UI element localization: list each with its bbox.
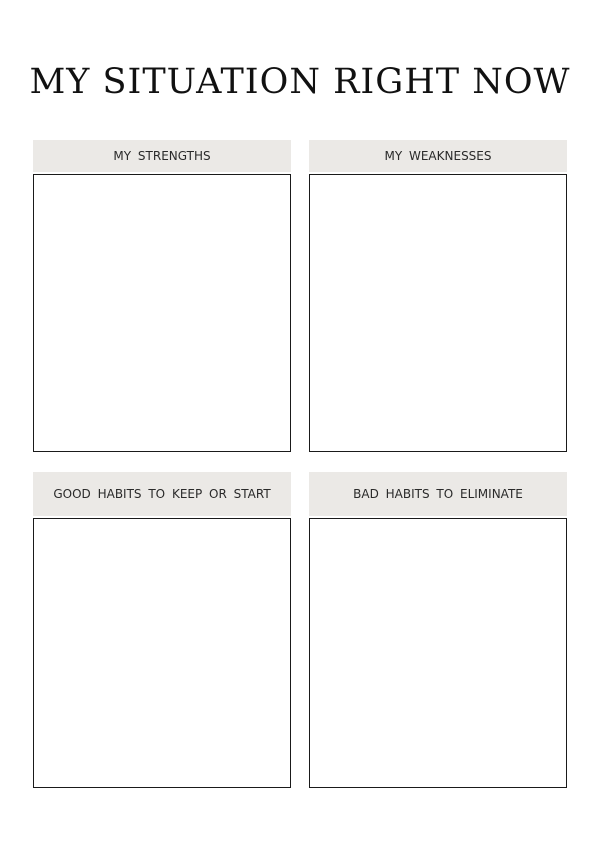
section-header-good-habits: GOOD HABITS TO KEEP OR START xyxy=(33,472,291,516)
page-title: MY SITUATION RIGHT NOW xyxy=(29,62,571,102)
section-header-weaknesses: MY WEAKNESSES xyxy=(309,140,567,172)
weaknesses-writing-box[interactable] xyxy=(309,174,567,452)
section-strengths xyxy=(33,140,291,452)
good-habits-writing-box[interactable] xyxy=(33,518,291,788)
section-header-strengths: MY STRENGTHS xyxy=(33,140,291,172)
strengths-writing-box[interactable] xyxy=(33,174,291,452)
bad-habits-writing-box[interactable] xyxy=(309,518,567,788)
section-bad-habits xyxy=(309,472,567,788)
section-weaknesses xyxy=(309,140,567,452)
section-header-bad-habits: BAD HABITS TO ELIMINATE xyxy=(309,472,567,516)
section-good-habits xyxy=(33,472,291,788)
